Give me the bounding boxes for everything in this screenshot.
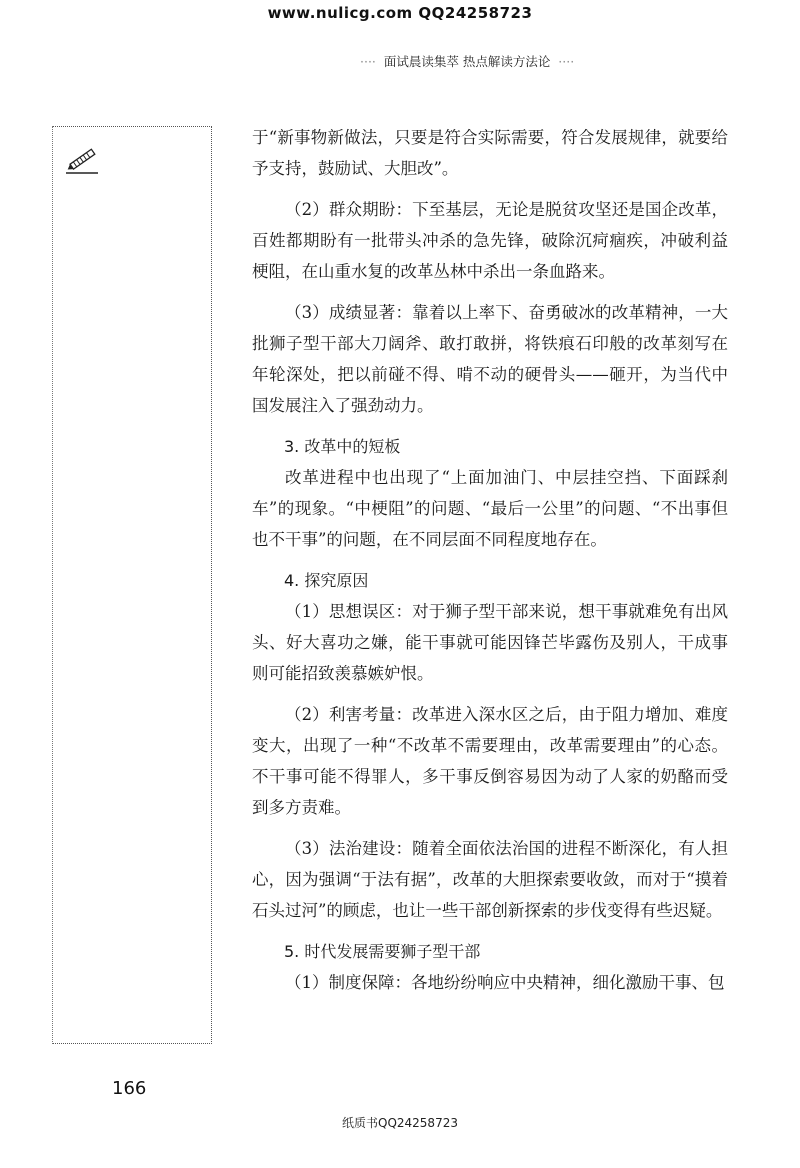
running-head-title: 面试晨读集萃 热点解读方法论	[383, 54, 551, 69]
paragraph-thinking-errors: （1）思想误区：对于狮子型干部来说，想干事就难免有出风头、好大喜功之嫌，能干事就可能因锋芒毕露伤及别人，干成事则可能招致羡慕嫉妒恨。	[252, 602, 728, 683]
paragraph-rule-of-law: （3）法治建设：随着全面依法治国的进程不断深化，有人担心，因为强调“于法有据”，改革的大胆探索要收敛，而对于“摸着石头过河”的顾虑，也让一些干部创新探索的步伐变得有些迟疑。	[252, 839, 728, 920]
paragraph-continuation: 于“新事物新做法，只要是符合实际需要，符合发展规律，就要给予支持，鼓励试、大胆改”。	[252, 128, 728, 178]
section-heading-era-needs: 5. 时代发展需要狮子型干部	[284, 942, 481, 961]
paragraph-mass-expectation: （2）群众期盼：下至基层，无论是脱贫攻坚还是国企改革，百姓都期盼有一批带头冲杀的急先锋，破除沉疴痼疾，冲破利益梗阻，在山重水复的改革丛林中杀出一条血路来。	[252, 200, 728, 281]
body-text	[252, 122, 728, 998]
running-head-dots-right: ····	[558, 54, 575, 69]
paragraph-achievements: （3）成绩显著：靠着以上率下、奋勇破冰的改革精神，一大批狮子型干部大刀阔斧、敢打敢拼，将铁痕石印般的改革刻写在年轮深处，把以前碰不得、啃不动的硬骨头——砸开，为当代中国发展注入了强劲动力。	[252, 303, 728, 415]
paragraph-institutional-guarantee: （1）制度保障：各地纷纷响应中央精神，细化激励干事、包	[285, 973, 725, 992]
running-head	[360, 52, 610, 70]
section-heading-shortcomings: 3. 改革中的短板	[284, 437, 401, 456]
paragraph-shortcomings: 改革进程中也出现了“上面加油门、中层挂空挡、下面踩刹车”的现象。“中梗阻”的问题、“最后一公里”的问题、“不出事但也不干事”的问题，在不同层面不同程度地存在。	[252, 468, 728, 549]
page-number: 166	[112, 1078, 147, 1099]
running-head-dots-left: ····	[360, 54, 376, 69]
margin-note-box	[52, 126, 212, 1044]
top-watermark: www.nulicg.com QQ24258723	[267, 4, 533, 22]
pencil-icon	[64, 144, 102, 176]
section-heading-causes: 4. 探究原因	[284, 571, 369, 590]
paragraph-interest-considerations: （2）利害考量：改革进入深水区之后，由于阻力增加、难度变大，出现了一种“不改革不需要理由，改革需要理由”的心态。不干事可能不得罪人，多干事反倒容易因为动了人家的奶酪而受到多方责难。	[252, 705, 728, 817]
bottom-watermark: 纸质书QQ24258723	[342, 1116, 458, 1130]
